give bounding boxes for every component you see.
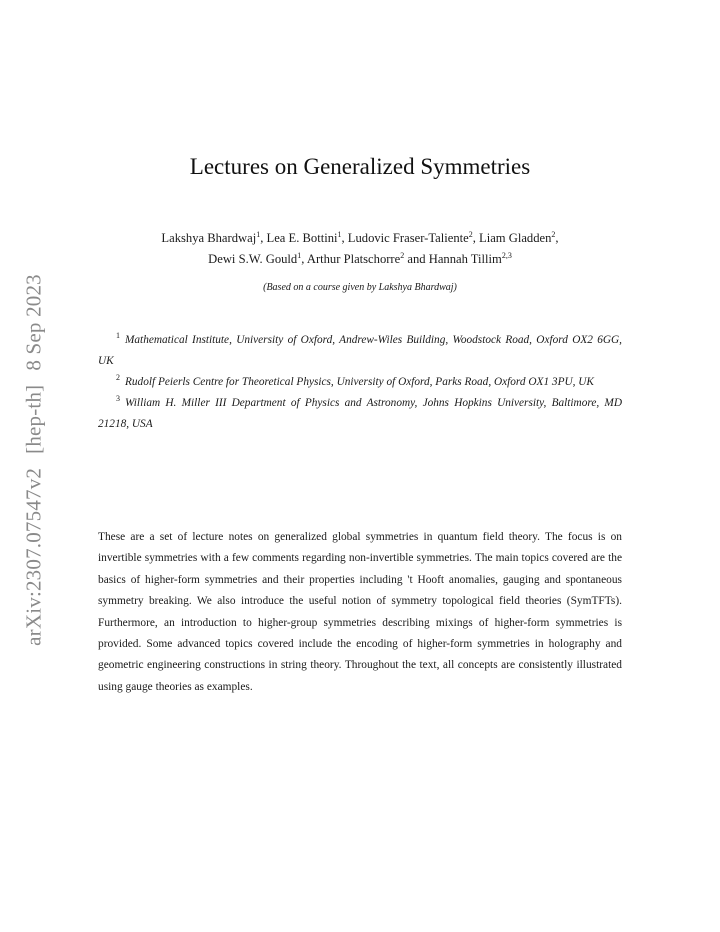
author-affiliation-mark: 2 [468,230,473,239]
affiliation-text: William H. Miller III Department of Physics and Astronomy, Johns Hopkins University, Baltimore, MD 21218, USA [98,397,622,430]
author [479,231,559,245]
author [161,231,266,245]
arxiv-date: 8 Sep 2023 [21,274,46,371]
affiliation-list [98,330,622,435]
author-separator: , [472,231,480,245]
abstract: These are a set of lecture notes on generalized global symmetries in quantum field theory. The focus is on invertible symmetries with a few comments regarding non-invertible symmetries. The main topics covered are the basics of higher-form symmetries and their properties including 't Hooft anomalies, gauging and spontaneous symmetry breaking. We also introduce the useful notion of symmetry topological field theories (SymTFTs). Furthermore, an introduction to higher-group symmetries describing mixings of higher-form symmetries is provided. Some advanced topics covered include the encoding of higher-form symmetries in holography and geometric engineering constructions in string theory. Throughout the text, all concepts are consistently illustrated using gauge theories as examples. [98,531,622,693]
author [307,252,429,266]
author [429,252,512,266]
author-name: Ludovic Fraser-Taliente [347,231,469,245]
author-name: Lea E. Bottini [266,231,338,245]
affiliation-number: 2 [116,373,120,382]
affiliation-text: Rudolf Peierls Centre for Theoretical Physics, University of Oxford, Parks Road, Oxford OX1 3PU, UK [125,376,594,388]
affiliation [98,393,622,435]
affiliation [98,330,622,372]
author [348,231,479,245]
author-name: Liam Gladden [479,231,552,245]
author-affiliation-mark: 2 [551,230,556,239]
author-separator: , [341,231,348,245]
course-note: (Based on a course given by Lakshya Bhardwaj) [263,282,457,293]
affiliation-number: 3 [116,394,120,403]
author-affiliation-mark: 1 [297,251,302,260]
author-affiliation-mark: 1 [256,230,261,239]
affiliation-text: Mathematical Institute, University of Oxford, Andrew-Wiles Building, Woodstock Road, Oxford OX2 6GG, UK [98,334,622,367]
author-name: Dewi S.W. Gould [208,252,298,266]
author-separator: , [260,231,267,245]
author [267,231,348,245]
arxiv-id: arXiv:2307.07547v2 [21,467,46,646]
arxiv-stamp [22,274,47,646]
author-separator: , [301,252,307,266]
author-affiliation-mark: 1 [337,230,342,239]
author-name: Arthur Platschorre [306,252,401,266]
affiliation-number: 1 [116,331,120,340]
author-separator: , [555,231,559,245]
paper-title: Lectures on Generalized Symmetries [189,154,531,179]
author-affiliation-mark: 2 [400,251,405,260]
author-list [98,228,622,270]
author [208,252,307,266]
affiliation [98,372,622,393]
arxiv-category: [hep-th] [21,384,46,454]
author-affiliation-mark: 2,3 [501,251,512,260]
author-name: Lakshya Bhardwaj [161,231,257,245]
author-separator: and [404,252,429,266]
author-name: Hannah Tillim [428,252,502,266]
